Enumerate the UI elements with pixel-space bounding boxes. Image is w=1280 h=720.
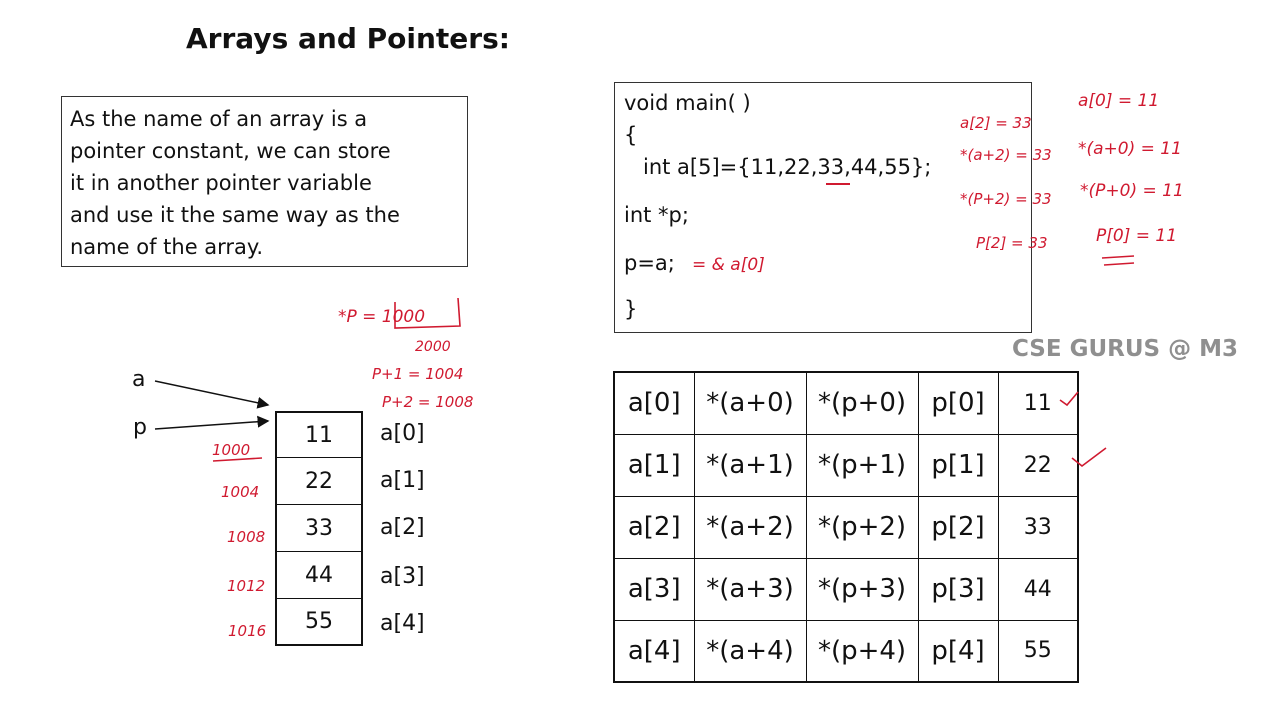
check-mark-icon (1060, 392, 1078, 405)
table-cell-value: 11 (998, 372, 1078, 434)
pointer-label-p: p (133, 415, 147, 440)
table-cell: p[1] (918, 434, 998, 496)
table-cell: p[4] (918, 620, 998, 682)
code-note: = & a[0] (692, 255, 765, 275)
table-cell-value: 44 (998, 558, 1078, 620)
p-plus-2-note: P+2 = 1008 (382, 393, 474, 411)
watermark: CSE GURUS @ M3 (1012, 336, 1239, 362)
right-note: P[0] = 11 (1096, 226, 1178, 246)
right-note: *(P+0) = 11 (1080, 181, 1184, 201)
address-label: 1000 (212, 441, 251, 459)
address-label: 1016 (228, 622, 267, 640)
table-cell-value: 22 (998, 434, 1078, 496)
address-label: 1004 (221, 483, 260, 501)
table-cell: p[2] (918, 496, 998, 558)
address-label: 1008 (227, 528, 266, 546)
table-cell: *(a+4) (694, 620, 806, 682)
table-cell: *(a+0) (694, 372, 806, 434)
table-cell: *(a+2) (694, 496, 806, 558)
code-line: { (624, 123, 638, 147)
pointer-arrow-p (155, 421, 268, 429)
table-cell: p[3] (918, 558, 998, 620)
right-note: *(P+2) = 33 (960, 190, 1052, 208)
table-cell: a[0] (614, 372, 694, 434)
array-cell-label: a[0] (380, 421, 425, 446)
code-line: int a[5]={11,22,33,44,55}; (643, 155, 932, 179)
right-note: *(a+0) = 11 (1078, 139, 1182, 159)
array-cell: 44 (275, 552, 363, 599)
table-cell: *(p+4) (806, 620, 918, 682)
array-cell-label: a[4] (380, 611, 425, 636)
table-cell: a[1] (614, 434, 694, 496)
table-cell-value: 55 (998, 620, 1078, 682)
p-plus-1-note: P+1 = 1004 (372, 365, 464, 383)
description-line: name of the array. (70, 235, 264, 259)
check-mark-icon (1072, 448, 1106, 466)
description-line: pointer constant, we can store (70, 139, 391, 163)
address-label: 1012 (227, 577, 266, 595)
pointer-arrow-a (155, 381, 268, 405)
array-cell: 11 (275, 411, 363, 458)
array-cell-label: a[1] (380, 468, 425, 493)
page-title: Arrays and Pointers: (186, 22, 510, 55)
array-cell-label: a[3] (380, 564, 425, 589)
right-note: P[2] = 33 (976, 234, 1048, 252)
table-cell: a[3] (614, 558, 694, 620)
code-line: p=a; (624, 251, 675, 275)
code-line: int *p; (624, 203, 689, 227)
table-cell: *(a+3) (694, 558, 806, 620)
table-cell: *(p+1) (806, 434, 918, 496)
right-note: a[2] = 33 (960, 114, 1032, 132)
description-line: and use it the same way as the (70, 203, 400, 227)
code-line: } (624, 297, 638, 321)
table-cell: a[4] (614, 620, 694, 682)
code-line: void main( ) (624, 91, 751, 115)
table-cell-value: 33 (998, 496, 1078, 558)
table-cell: *(p+3) (806, 558, 918, 620)
note-underline (1102, 256, 1134, 265)
array-cell: 33 (275, 505, 363, 552)
right-note: *(a+2) = 33 (960, 146, 1052, 164)
array-cell-label: a[2] (380, 515, 425, 540)
table-cell: *(a+1) (694, 434, 806, 496)
table-cell: p[0] (918, 372, 998, 434)
description-line: it in another pointer variable (70, 171, 372, 195)
table-cell: *(p+2) (806, 496, 918, 558)
right-note: a[0] = 11 (1078, 91, 1160, 111)
array-cell: 55 (275, 599, 363, 646)
pointer-label-a: a (132, 367, 146, 392)
table-cell: *(p+0) (806, 372, 918, 434)
array-cell: 22 (275, 458, 363, 505)
p-address-note: 2000 (415, 339, 451, 355)
table-cell: a[2] (614, 496, 694, 558)
p-value-note: *P = 1000 (338, 307, 426, 327)
description-line: As the name of an array is a (70, 107, 368, 131)
